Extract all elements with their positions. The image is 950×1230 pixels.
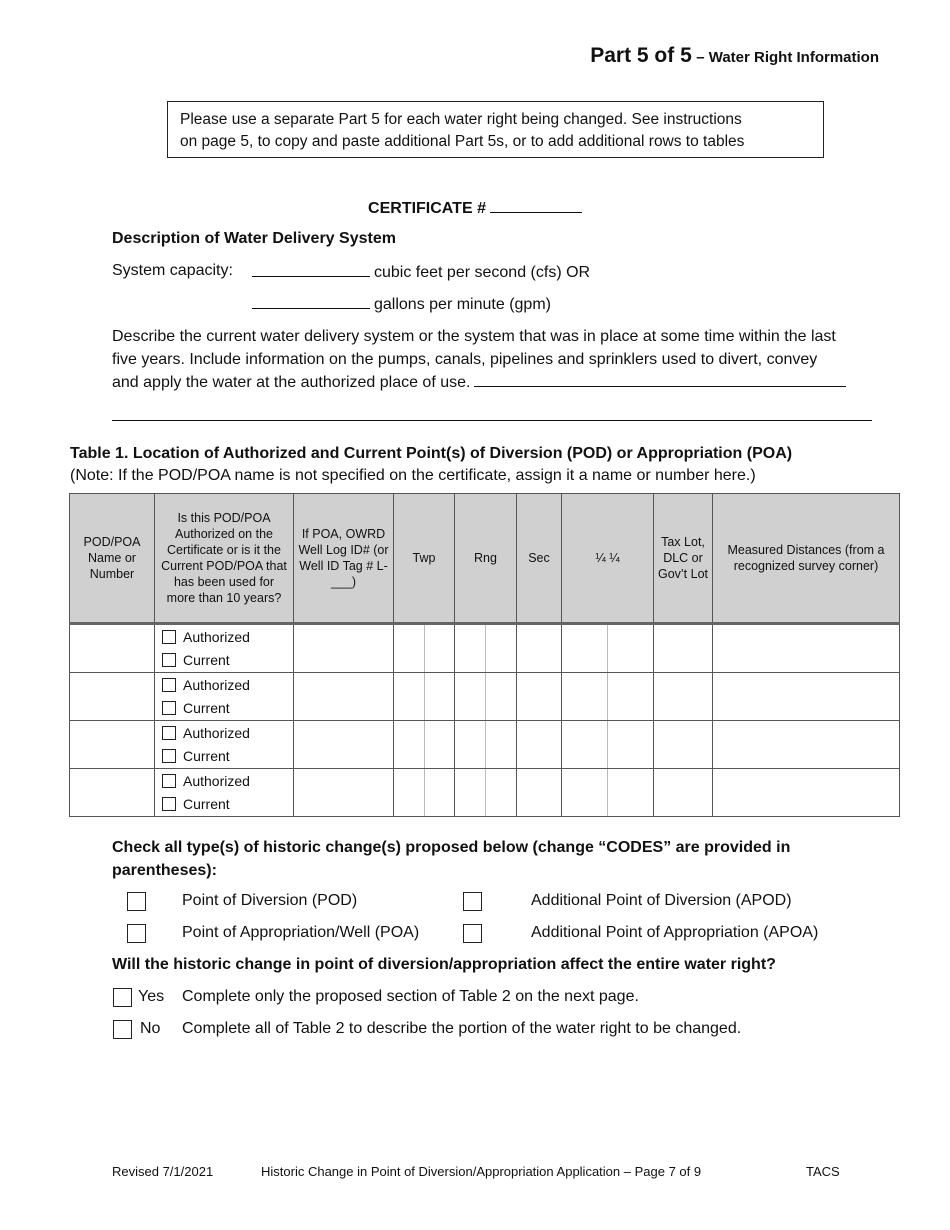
taxlot-cell[interactable] — [654, 624, 713, 673]
name-cell[interactable] — [70, 769, 155, 817]
qq-cell — [562, 673, 654, 721]
part-number: Part 5 of 5 — [590, 44, 692, 67]
apoa-label: Additional Point of Appropriation (APOA) — [531, 924, 819, 941]
apod-checkbox[interactable] — [463, 892, 482, 911]
authorized-checkbox[interactable] — [162, 630, 176, 644]
qq-second-input[interactable] — [607, 625, 653, 672]
status-cell — [155, 721, 294, 769]
describe-line-1: Describe the current water delivery system or the system that was in place at some time within the last — [112, 328, 836, 345]
sec-cell[interactable] — [517, 624, 562, 673]
yes-instruction: Complete only the proposed section of Table 2 on the next page. — [182, 988, 639, 1005]
table-row — [70, 769, 900, 817]
rng-number-input[interactable] — [455, 625, 485, 672]
change-types-heading: Check all type(s) of historic change(s) proposed below (change “CODES” are provided in parentheses): — [112, 839, 791, 879]
table-header-row — [70, 494, 900, 624]
cfs-field — [252, 262, 590, 282]
rng-number-input[interactable] — [455, 721, 485, 768]
gpm-input[interactable] — [252, 294, 370, 309]
current-label: Current — [183, 795, 230, 812]
qq-first-input[interactable] — [562, 721, 607, 768]
qq-second-input[interactable] — [607, 721, 653, 768]
qq-first-input[interactable] — [562, 673, 607, 720]
part-subtitle: – Water Right Information — [696, 49, 879, 66]
distances-cell[interactable] — [713, 721, 900, 769]
pod-table — [69, 493, 900, 817]
current-label: Current — [183, 699, 230, 716]
current-checkbox[interactable] — [162, 749, 176, 763]
current-label: Current — [183, 651, 230, 668]
current-label: Current — [183, 747, 230, 764]
certificate-label: CERTIFICATE # — [368, 200, 486, 217]
part-title — [590, 44, 879, 68]
qq-first-input[interactable] — [562, 625, 607, 672]
twp-cell — [394, 624, 455, 673]
twp-direction-input[interactable] — [424, 721, 455, 768]
instructions-notice — [167, 101, 824, 158]
qq-cell — [562, 721, 654, 769]
col-qq-header: ¼ ¼ — [562, 494, 654, 624]
twp-cell — [394, 769, 455, 817]
footer-title: Historic Change in Point of Diversion/Appropriation Application – Page 7 of 9 — [261, 1164, 702, 1179]
cfs-input[interactable] — [252, 262, 370, 277]
no-instruction: Complete all of Table 2 to describe the portion of the water right to be changed. — [182, 1020, 742, 1037]
delivery-description — [112, 325, 902, 394]
describe-line-3: and apply the water at the authorized place of use. — [112, 374, 471, 391]
status-cell — [155, 769, 294, 817]
current-checkbox[interactable] — [162, 653, 176, 667]
rng-cell — [455, 673, 517, 721]
twp-number-input[interactable] — [394, 673, 424, 720]
status-cell — [155, 624, 294, 673]
rng-number-input[interactable] — [455, 769, 485, 816]
rng-direction-input[interactable] — [485, 673, 516, 720]
table-row — [70, 624, 900, 673]
rng-direction-input[interactable] — [485, 625, 516, 672]
authorized-label: Authorized — [183, 724, 250, 741]
col-taxlot-header: Tax Lot, DLC or Gov’t Lot — [654, 494, 713, 624]
entire-right-question: Will the historic change in point of diversion/appropriation affect the entire water right? — [112, 956, 776, 973]
twp-number-input[interactable] — [394, 721, 424, 768]
name-cell[interactable] — [70, 673, 155, 721]
poa-checkbox[interactable] — [127, 924, 146, 943]
col-rng-header: Rng — [455, 494, 517, 624]
col-twp-header: Twp — [394, 494, 455, 624]
sec-cell[interactable] — [517, 721, 562, 769]
gpm-field — [252, 294, 551, 314]
welllog-cell[interactable] — [294, 721, 394, 769]
twp-number-input[interactable] — [394, 625, 424, 672]
rng-number-input[interactable] — [455, 673, 485, 720]
table-row — [70, 673, 900, 721]
twp-direction-input[interactable] — [424, 769, 455, 816]
rng-cell — [455, 624, 517, 673]
rng-direction-input[interactable] — [485, 769, 516, 816]
certificate-field — [0, 198, 950, 218]
twp-direction-input[interactable] — [424, 673, 455, 720]
authorized-label: Authorized — [183, 676, 250, 693]
description-input[interactable] — [474, 372, 846, 387]
delivery-heading: Description of Water Delivery System — [112, 230, 396, 247]
twp-number-input[interactable] — [394, 769, 424, 816]
qq-second-input[interactable] — [607, 673, 653, 720]
distances-cell[interactable] — [713, 673, 900, 721]
sec-cell[interactable] — [517, 769, 562, 817]
welllog-cell[interactable] — [294, 624, 394, 673]
name-cell[interactable] — [70, 624, 155, 673]
authorized-checkbox[interactable] — [162, 678, 176, 692]
authorized-checkbox[interactable] — [162, 726, 176, 740]
poa-label: Point of Appropriation/Well (POA) — [182, 924, 420, 941]
col-distances-header: Measured Distances (from a recognized survey corner) — [713, 494, 900, 624]
apod-label: Additional Point of Diversion (APOD) — [531, 892, 792, 909]
yes-checkbox[interactable] — [113, 988, 132, 1007]
authorized-label: Authorized — [183, 772, 250, 789]
capacity-label: System capacity: — [112, 262, 233, 279]
qq-second-input[interactable] — [607, 769, 653, 816]
qq-cell — [562, 769, 654, 817]
col-welllog-header: If POA, OWRD Well Log ID# (or Well ID Tag # L-___) — [294, 494, 394, 624]
current-checkbox[interactable] — [162, 701, 176, 715]
current-checkbox[interactable] — [162, 797, 176, 811]
rng-cell — [455, 769, 517, 817]
twp-direction-input[interactable] — [424, 625, 455, 672]
no-checkbox[interactable] — [113, 1020, 132, 1039]
welllog-cell[interactable] — [294, 769, 394, 817]
name-cell[interactable] — [70, 721, 155, 769]
taxlot-cell[interactable] — [654, 721, 713, 769]
col-sec-header: Sec — [517, 494, 562, 624]
distances-cell[interactable] — [713, 769, 900, 817]
table1-note: (Note: If the POD/POA name is not specified on the certificate, assign it a name or number here.) — [70, 467, 756, 484]
twp-cell — [394, 721, 455, 769]
taxlot-cell[interactable] — [654, 769, 713, 817]
sec-cell[interactable] — [517, 673, 562, 721]
authorized-checkbox[interactable] — [162, 774, 176, 788]
footer-revised: Revised 7/1/2021 — [112, 1164, 214, 1179]
table-row — [70, 721, 900, 769]
notice-line-2: on page 5, to copy and paste additional Part 5s, or to add additional rows to tables — [180, 133, 745, 150]
qq-first-input[interactable] — [562, 769, 607, 816]
qq-cell — [562, 624, 654, 673]
welllog-cell[interactable] — [294, 673, 394, 721]
col-name-header: POD/POA Name or Number — [70, 494, 155, 624]
notice-line-1: Please use a separate Part 5 for each water right being changed. See instructions — [180, 111, 742, 128]
apoa-checkbox[interactable] — [463, 924, 482, 943]
pod-label: Point of Diversion (POD) — [182, 892, 358, 909]
status-cell — [155, 673, 294, 721]
rng-cell — [455, 721, 517, 769]
certificate-input[interactable] — [490, 198, 582, 213]
yes-label: Yes — [138, 988, 165, 1005]
taxlot-cell[interactable] — [654, 673, 713, 721]
description-input-line-2[interactable] — [112, 420, 872, 421]
distances-cell[interactable] — [713, 624, 900, 673]
twp-cell — [394, 673, 455, 721]
footer-code: TACS — [806, 1164, 840, 1179]
table1-title: Table 1. Location of Authorized and Current Point(s) of Diversion (POD) or Appropriation (POA) — [70, 445, 793, 462]
col-authorized-header: Is this POD/POA Authorized on the Certificate or is it the Current POD/POA that has been used for more than 10 years? — [155, 494, 294, 624]
describe-line-2: five years. Include information on the pumps, canals, pipelines and sprinklers used to divert, convey — [112, 351, 818, 368]
no-label: No — [140, 1020, 161, 1037]
gpm-label: gallons per minute (gpm) — [374, 296, 551, 313]
pod-checkbox[interactable] — [127, 892, 146, 911]
rng-direction-input[interactable] — [485, 721, 516, 768]
cfs-label: cubic feet per second (cfs) OR — [374, 264, 591, 281]
authorized-label: Authorized — [183, 628, 250, 645]
